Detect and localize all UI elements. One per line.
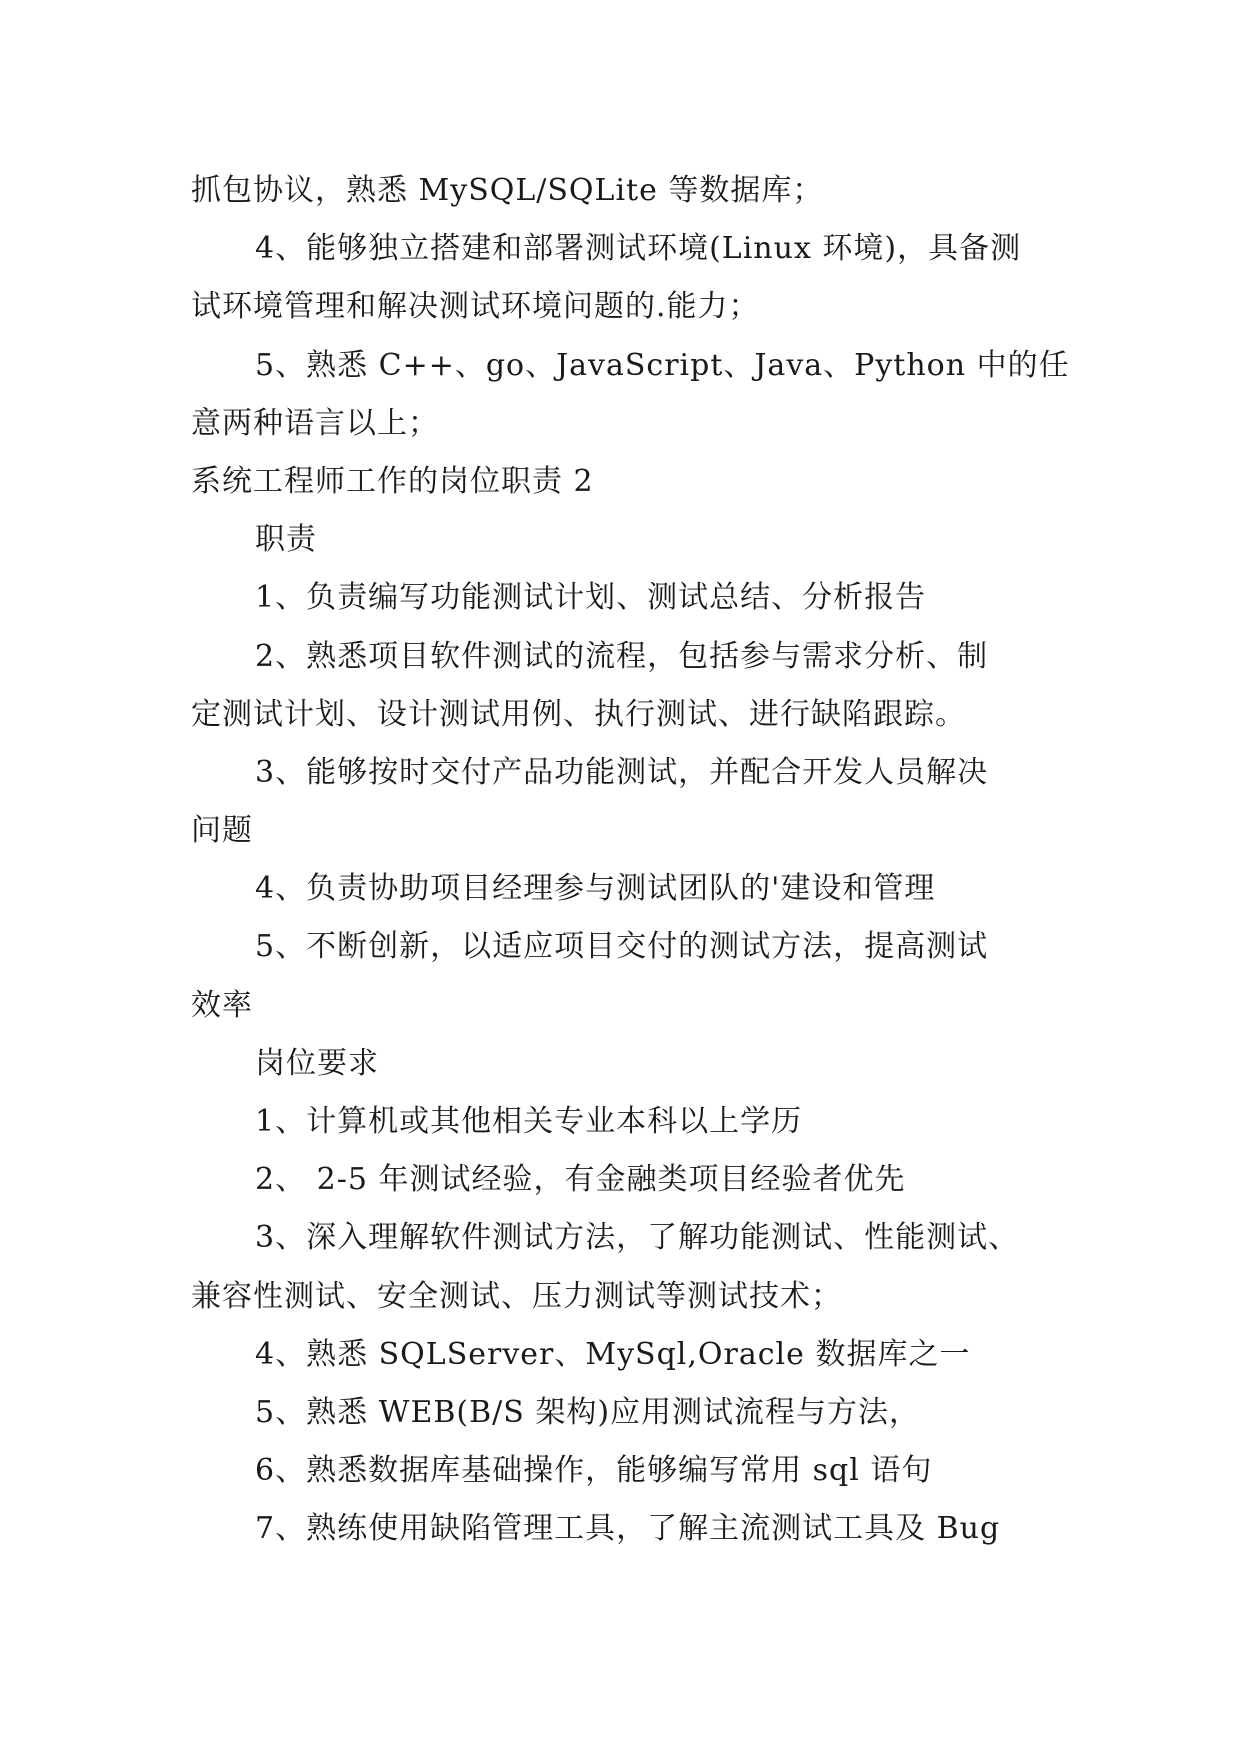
text-line: 兼容性测试、安全测试、压力测试等测试技术； xyxy=(191,1278,842,1314)
text-line: 意两种语言以上； xyxy=(191,405,439,441)
text-line: 5、熟悉 C++、go、JavaScript、Java、Python 中的任 xyxy=(255,347,1070,383)
text-line: 抓包协议，熟悉 MySQL/SQLite 等数据库； xyxy=(191,173,824,208)
text-line: 6、熟悉数据库基础操作，能够编写常用 sql 语句 xyxy=(255,1453,933,1489)
text-line: 职责 xyxy=(255,522,317,558)
text-line: 7、熟练使用缺陷管理工具，了解主流测试工具及 Bug xyxy=(255,1511,1001,1547)
text-line: 试环境管理和解决测试环境问题的.能力； xyxy=(191,289,760,325)
text-line: 5、熟悉 WEB(B/S 架构)应用测试流程与方法， xyxy=(255,1394,921,1430)
text-line: 效率 xyxy=(191,987,253,1023)
text-line: 定测试计划、设计测试用例、执行测试、进行缺陷跟踪。 xyxy=(191,696,966,732)
text-line: 2、 2-5 年测试经验，有金融类项目经验者优先 xyxy=(255,1162,906,1198)
document-body xyxy=(191,162,1071,1559)
text-line: 3、能够按时交付产品功能测试，并配合开发人员解决 xyxy=(255,754,989,790)
text-line: 系统工程师工作的岗位职责 2 xyxy=(191,463,594,499)
text-line: 岗位要求 xyxy=(255,1045,379,1081)
text-line: 2、熟悉项目软件测试的流程，包括参与需求分析、制 xyxy=(255,638,989,674)
text-line: 1、计算机或其他相关专业本科以上学历 xyxy=(255,1104,803,1139)
text-line: 3、深入理解软件测试方法，了解功能测试、性能测试、 xyxy=(255,1220,1020,1256)
text-line: 5、不断创新，以适应项目交付的测试方法，提高测试 xyxy=(255,929,989,965)
text-line: 1、负责编写功能测试计划、测试总结、分析报告 xyxy=(255,580,927,616)
text-line: 4、负责协助项目经理参与测试团队的'建设和管理 xyxy=(255,871,936,907)
text-line: 4、能够独立搭建和部署测试环境(Linux 环境)，具备测 xyxy=(255,231,1022,267)
text-line: 4、熟悉 SQLServer、MySql,Oracle 数据库之一 xyxy=(255,1336,971,1372)
text-line: 问题 xyxy=(191,813,253,849)
